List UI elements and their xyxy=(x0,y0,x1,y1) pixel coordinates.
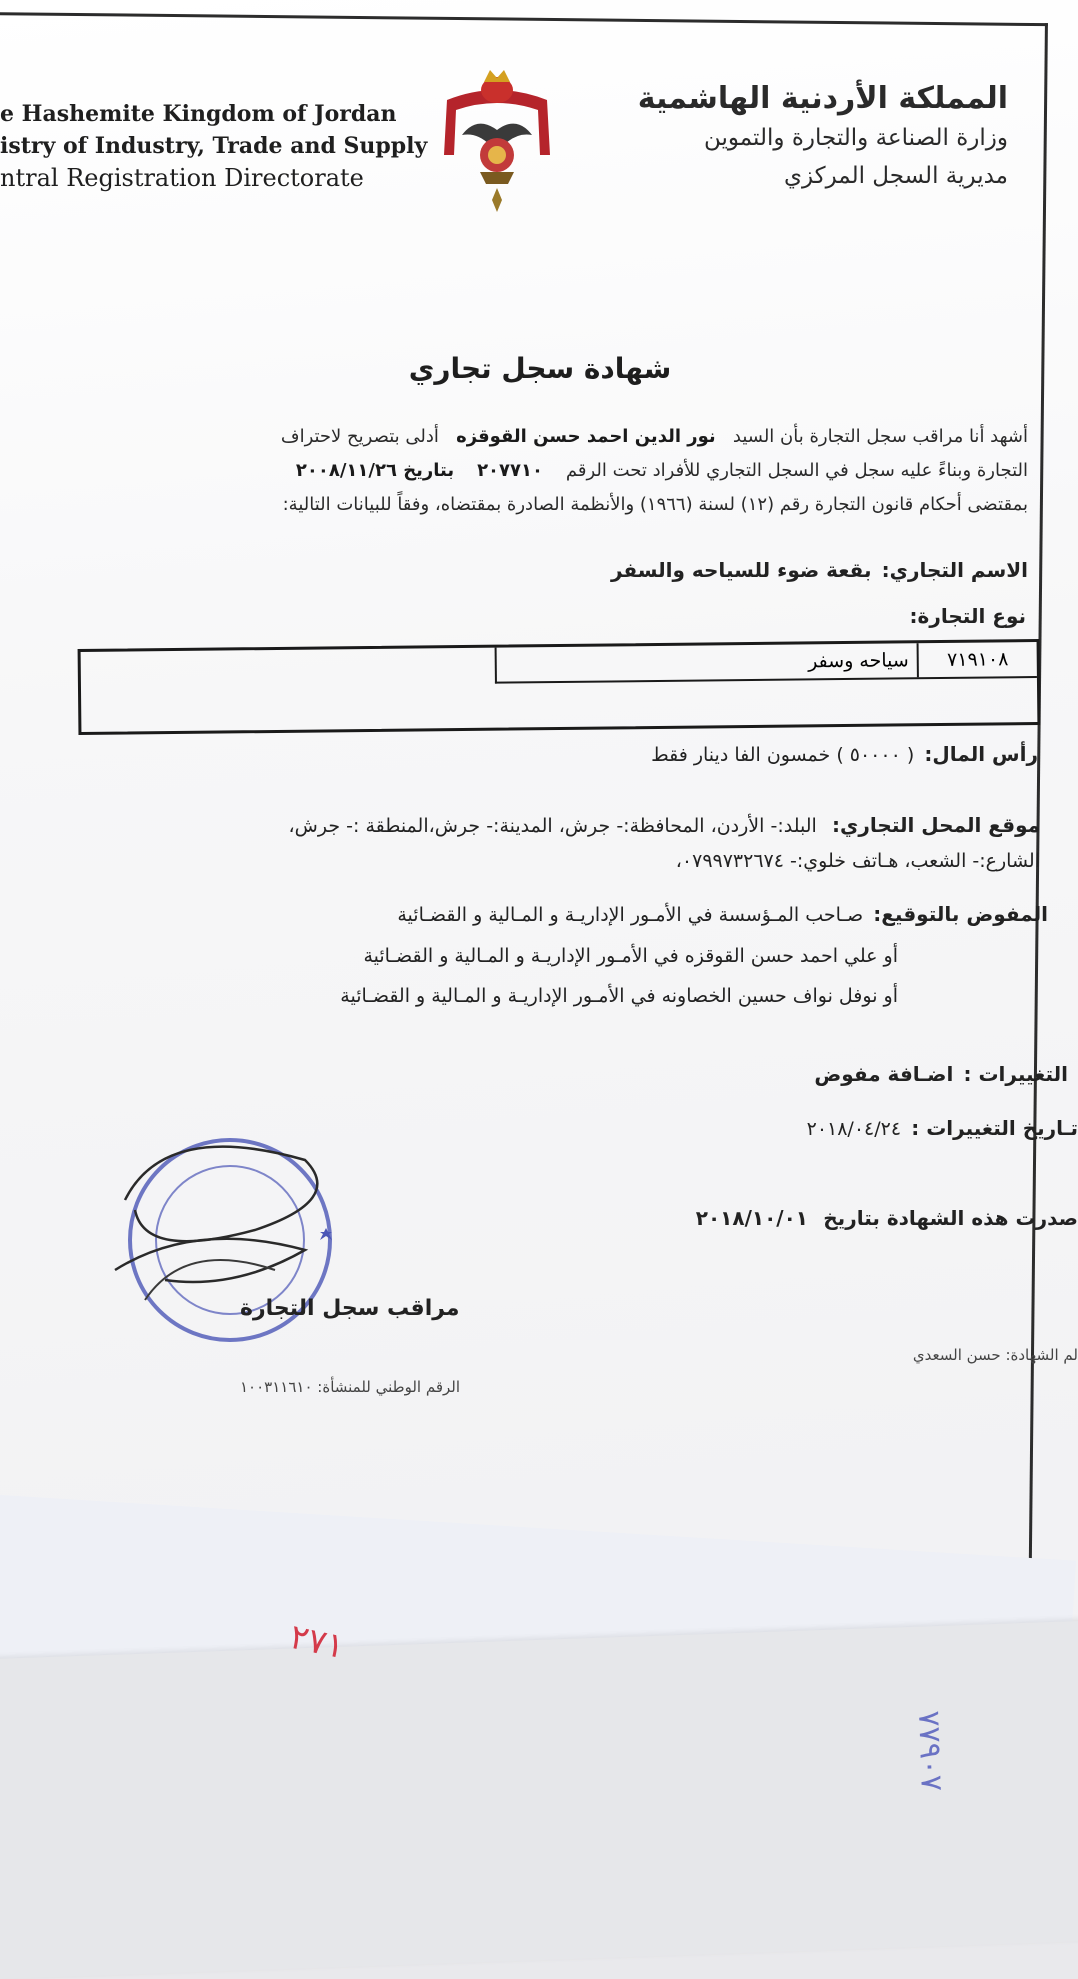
stamp-caption-row xyxy=(240,1296,460,1321)
intro-line-1-b: أدلى بتصريح لاحتراف xyxy=(280,426,439,447)
certificate-title: شهادة سجل تجاري xyxy=(408,352,672,385)
registration-date: بتاريخ ٢٠٠٨/١١/٢٦ xyxy=(295,460,455,481)
trade-name-label: الاسم التجاري: xyxy=(881,558,1028,582)
changes-row xyxy=(814,1062,1068,1086)
jordan-emblem-icon xyxy=(432,60,562,220)
intro-line-3: بمقتضى أحكام قانون التجارة رقم (١٢) لسنة (١٩٦٦) والأنظمة الصادرة بمقتضاه، وفقاً للبيانات التالية: xyxy=(282,494,1028,515)
trade-type-description: سياحه وسفر xyxy=(808,649,909,673)
location-line-1 xyxy=(289,808,1040,844)
capital-label: رأس المال: xyxy=(924,742,1038,766)
changes-date-row xyxy=(807,1116,1078,1140)
signatory-3: أو نوفل نواف حسين الخصاونه في الأمـور الإداريـة و المـالية و القضـائية xyxy=(340,985,898,1007)
changes-value: اضـافة مفوض xyxy=(814,1062,954,1086)
header-en-directorate: ntral Registration Directorate xyxy=(0,164,364,192)
trade-name-row xyxy=(611,558,1028,582)
registration-number: ٢٠٧٧١٠ xyxy=(477,460,543,481)
owner-name: نور الدين احمد حسن القوقزه xyxy=(456,426,716,447)
header-ar-ministry: وزارة الصناعة والتجارة والتموين xyxy=(703,125,1008,151)
handwritten-note-blue: ٧٧٩٠٧ xyxy=(911,1710,949,1792)
official-stamp-icon xyxy=(105,1120,355,1360)
changes-date-value: ٢٠١٨/٠٤/٢٤ xyxy=(806,1118,902,1140)
capital-row xyxy=(651,742,1038,766)
header-en-ministry: istry of Industry, Trade and Supply xyxy=(0,133,428,159)
signatory-1: صـاحب المـؤسسة في الأمـور الإداريـة و المـالية و القضـائية xyxy=(397,904,864,926)
trade-name-value: بقعة ضوء للسياحه والسفر xyxy=(610,558,872,582)
location-value-1: البلد:- الأردن، المحافظة:- جرش، المدينة:- جرش،المنطقة :- جرش، xyxy=(288,815,817,837)
location-value-2: الشارع:- الشعب، هـاتف خلوي:- ٠٧٩٩٧٣٢٦٧٤، xyxy=(675,850,1040,872)
signatories-label: المفوض بالتوقيع: xyxy=(873,902,1048,926)
issued-date: ٢٠١٨/١٠/٠١ xyxy=(695,1206,808,1230)
capital-value: ( ٥٠٠٠٠ ) خمسون الفا دينار فقط xyxy=(651,744,915,766)
issuer-name: لم الشهادة: حسن السعدي xyxy=(912,1346,1078,1364)
trade-type-row xyxy=(910,604,1026,628)
trade-type-code: ٧١٩١٠٨ xyxy=(917,642,1037,677)
handwriting-layer xyxy=(0,1480,1078,1918)
header-ar-directorate: مديرية السجل المركزي xyxy=(783,163,1008,189)
header-en-kingdom: e Hashemite Kingdom of Jordan xyxy=(0,101,397,127)
handwritten-note-red: ٢٧١ xyxy=(286,1616,349,1668)
issued-label: صدرت هذه الشهادة بتاريخ xyxy=(823,1206,1078,1230)
signatory-2: أو علي احمد حسن القوقزه في الأمـور الإداريـة و المـالية و القضـائية xyxy=(363,945,898,967)
trade-type-label: نوع التجارة: xyxy=(909,604,1026,628)
intro-line-2-a: التجارة وبناءً عليه سجل في السجل التجاري للأفراد تحت الرقم xyxy=(565,460,1028,481)
issuer-row xyxy=(913,1346,1078,1364)
location-label: موقع المحل التجاري: xyxy=(832,813,1040,837)
issued-row xyxy=(696,1206,1078,1230)
national-number: الرقم الوطني للمنشأة: ١٠٠٣١١٦١٠ xyxy=(240,1378,461,1396)
location-block xyxy=(289,808,1040,878)
signatories-block xyxy=(340,894,1048,1016)
intro-line-1 xyxy=(28,420,1028,454)
national-number-row xyxy=(240,1378,460,1396)
intro-line-1-a: أشهد أنا مراقب سجل التجارة بأن السيد xyxy=(732,426,1028,447)
header-arabic xyxy=(638,78,1008,196)
header-english xyxy=(0,98,427,194)
trade-type-table xyxy=(78,639,1041,735)
changes-label: التغييرات : xyxy=(963,1062,1068,1086)
header-ar-kingdom: المملكة الأردنية الهاشمية xyxy=(637,81,1008,116)
signatories-line-1 xyxy=(340,894,1048,936)
intro-paragraph xyxy=(28,420,1028,522)
stamp-caption: مراقب سجل التجارة xyxy=(240,1296,460,1321)
intro-line-2 xyxy=(28,454,1028,488)
changes-date-label: تـاريخ التغييرات : xyxy=(911,1116,1078,1140)
trade-type-table-row xyxy=(495,642,1037,684)
